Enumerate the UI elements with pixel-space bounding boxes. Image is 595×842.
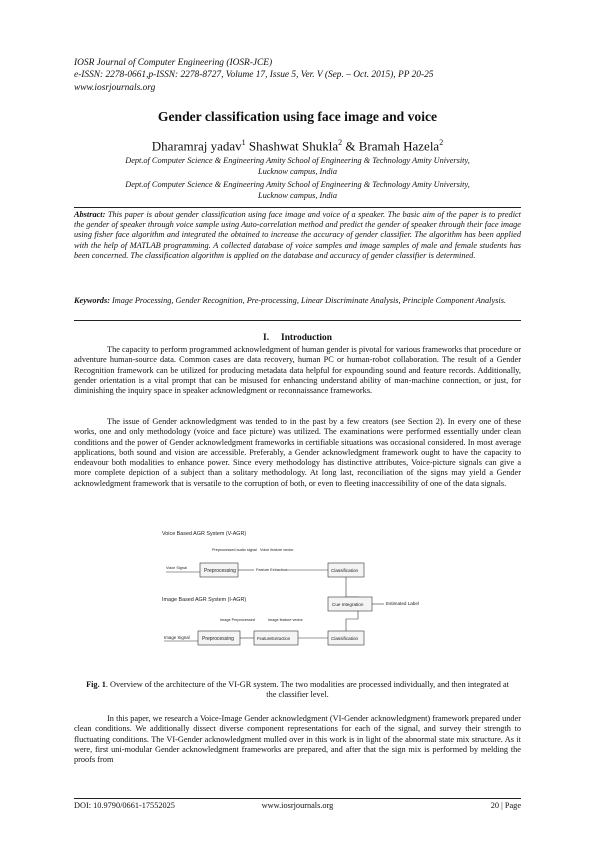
image-to-cue-arrow: [346, 611, 358, 631]
section-title: Introduction: [281, 333, 332, 343]
author-line: [0, 138, 595, 154]
paragraph-1: The capacity to perform programmed acknowledgment of human gender is pivotal for various frameworks that procedure or adventure human-source data. Common cases are data recovery, human PC or human-robot collaboration. The result of a Gender Recognition framework can be utilized for producing metadata data helpful for expounding sound and feature records. Additionally, gender orientation is a vital prompt that can be misused for enhancing understand ability of man-machine connection, or just, for diminishing the inquiry space in speaker acknowledgment or reconnaissance frameworks.: [74, 345, 521, 396]
footer-doi: DOI: 10.9790/0661-17552025: [74, 801, 175, 810]
voice-system-label: Voice Based AGR System (V-AGR): [162, 531, 247, 537]
footer-rule: [74, 798, 521, 799]
affiliation-line: Lucknow campus, India: [257, 191, 338, 201]
image-preprocessing-label: Preprocessing: [202, 636, 234, 642]
journal-header: [74, 57, 434, 94]
abstract-bottom-rule: [74, 320, 521, 321]
abstract: [74, 210, 521, 261]
voice-feature-vector-label: Voice feature vector: [260, 548, 294, 552]
author-2: Shashwat Shukla: [245, 138, 339, 154]
affiliation-line: Lucknow campus, India: [257, 167, 338, 177]
keywords-text: Image Processing, Gender Recognition, Pre-processing, Linear Discriminate Analysis, Principle Component Analysis.: [109, 296, 506, 305]
keywords: [74, 296, 521, 306]
abstract-top-rule: [74, 207, 521, 208]
author-2-sup: 2: [338, 138, 343, 147]
voice-feature-extraction-label: Feature Extraction: [256, 568, 288, 572]
abstract-text: This paper is about gender classification using face image and voice of a speaker. The basic aim of the paper is to predict the gender of speaker through voice sample using Auto-correlation method and predict the gender of speaker through their face image using fisher face algorithm and integrated the obtained to increase the accuracy of gender classifier. The algorithm has been applied with the help of MATLAB programming. A collected database of voice samples and image samples of male and female students has been concerned. The classification algorithm is applied on the database and accuracy of gender classifier is determined.: [74, 210, 521, 260]
image-feature-vector-label: Image feature vector: [268, 618, 303, 622]
section-number: I.: [263, 333, 270, 343]
author-3-sup: 2: [439, 138, 444, 147]
figure-caption-label: Fig. 1: [86, 680, 106, 689]
image-preprocessed-label: Image Preprocessed: [220, 618, 256, 622]
footer-url[interactable]: www.iosrjournals.org: [261, 801, 334, 810]
affiliation-line: Dept.of Computer Science & Engineering Amity School of Engineering & Technology Amity University,: [125, 180, 470, 189]
affiliation-line: Dept.of Computer Science & Engineering Amity School of Engineering & Technology Amity University,: [125, 156, 470, 165]
figure-caption-text: . Overview of the architecture of the VI-GR system. The two modalities are processed individually, and then integrated at the classifier level.: [105, 680, 509, 700]
keywords-label: Keywords:: [74, 296, 110, 305]
paper-title: Gender classification using face image and voice: [157, 109, 438, 124]
abstract-label: Abstract:: [74, 210, 106, 219]
image-signal-label: Image Signal: [164, 635, 190, 640]
paragraph-2: The issue of Gender acknowledgment was tended to in the past by a few creators (see Section 2). In every one of these works, one and only methodology (voice and face picture) was utilized. The examinations were performed essentially under clean conditions and the power of Gender acknowledgment frameworks in certifiable situations was occasional considered. In most average applications, both sound and vision are accessible. Preferably, a Gender acknowledgment framework ought to have the capacity to endeavour both modalities to enhance power. Since every methodology has distinctive attributes, Voice-picture signals can give a more complete depiction of a subject than a solitary methodology. At long last, reconciliation of the signs may yield a Gender acknowledgment framework that is versatile to the corruption of both, or even to fleeting inaccessibility of one of the data signals.: [74, 417, 521, 488]
journal-name: IOSR Journal of Computer Engineering (IOSR-JCE): [74, 58, 273, 68]
author-1: Dharamraj yadav: [151, 138, 242, 154]
journal-issn: e-ISSN: 2278-0661,p-ISSN: 2278-8727, Volume 17, Issue 5, Ver. V (Sep. – Oct. 2015), PP 20-25: [74, 70, 434, 81]
cue-integration-label: Cue Integration: [332, 602, 364, 607]
affiliation-2: [74, 179, 521, 202]
estimated-label-text: Estimated Label: [386, 601, 419, 606]
author-3: & Bramah Hazela: [342, 138, 440, 154]
affiliation-1: [74, 155, 521, 178]
preprocessed-audio-label: Preprocessed audio signal: [212, 548, 257, 552]
image-feature-extraction-label: FeatureExtraction: [257, 636, 291, 641]
author-1-sup: 1: [241, 138, 246, 147]
image-system-label: Image Based AGR System (I-AGR): [162, 597, 247, 603]
voice-classification-label: Classification: [331, 568, 359, 573]
footer-page-number: 20 | Page: [490, 801, 521, 810]
voice-preprocessing-label: Preprocessing: [204, 568, 236, 574]
figure-caption: [84, 680, 511, 701]
image-classification-label: Classification: [331, 636, 359, 641]
paragraph-3: In this paper, we research a Voice-Image Gender acknowledgment (VI-Gender acknowledgment) framework prepared under clean conditions. We additionally dissect diverse component representations for each of the signal, and survey their strength to fluctuating conditions. The VI-Gender acknowledgment mulled over in this work is in light of the abnormal state mix structure. As it were, first uni-modular Gender acknowledgment frameworks are prepared, and after that the sign mix is performed by melding the proofs from: [74, 714, 521, 765]
voice-signal-label: Voice Signal: [166, 566, 187, 570]
architecture-figure: [160, 527, 440, 672]
journal-url[interactable]: www.iosrjournals.org: [74, 82, 156, 93]
section-heading: [0, 333, 595, 343]
